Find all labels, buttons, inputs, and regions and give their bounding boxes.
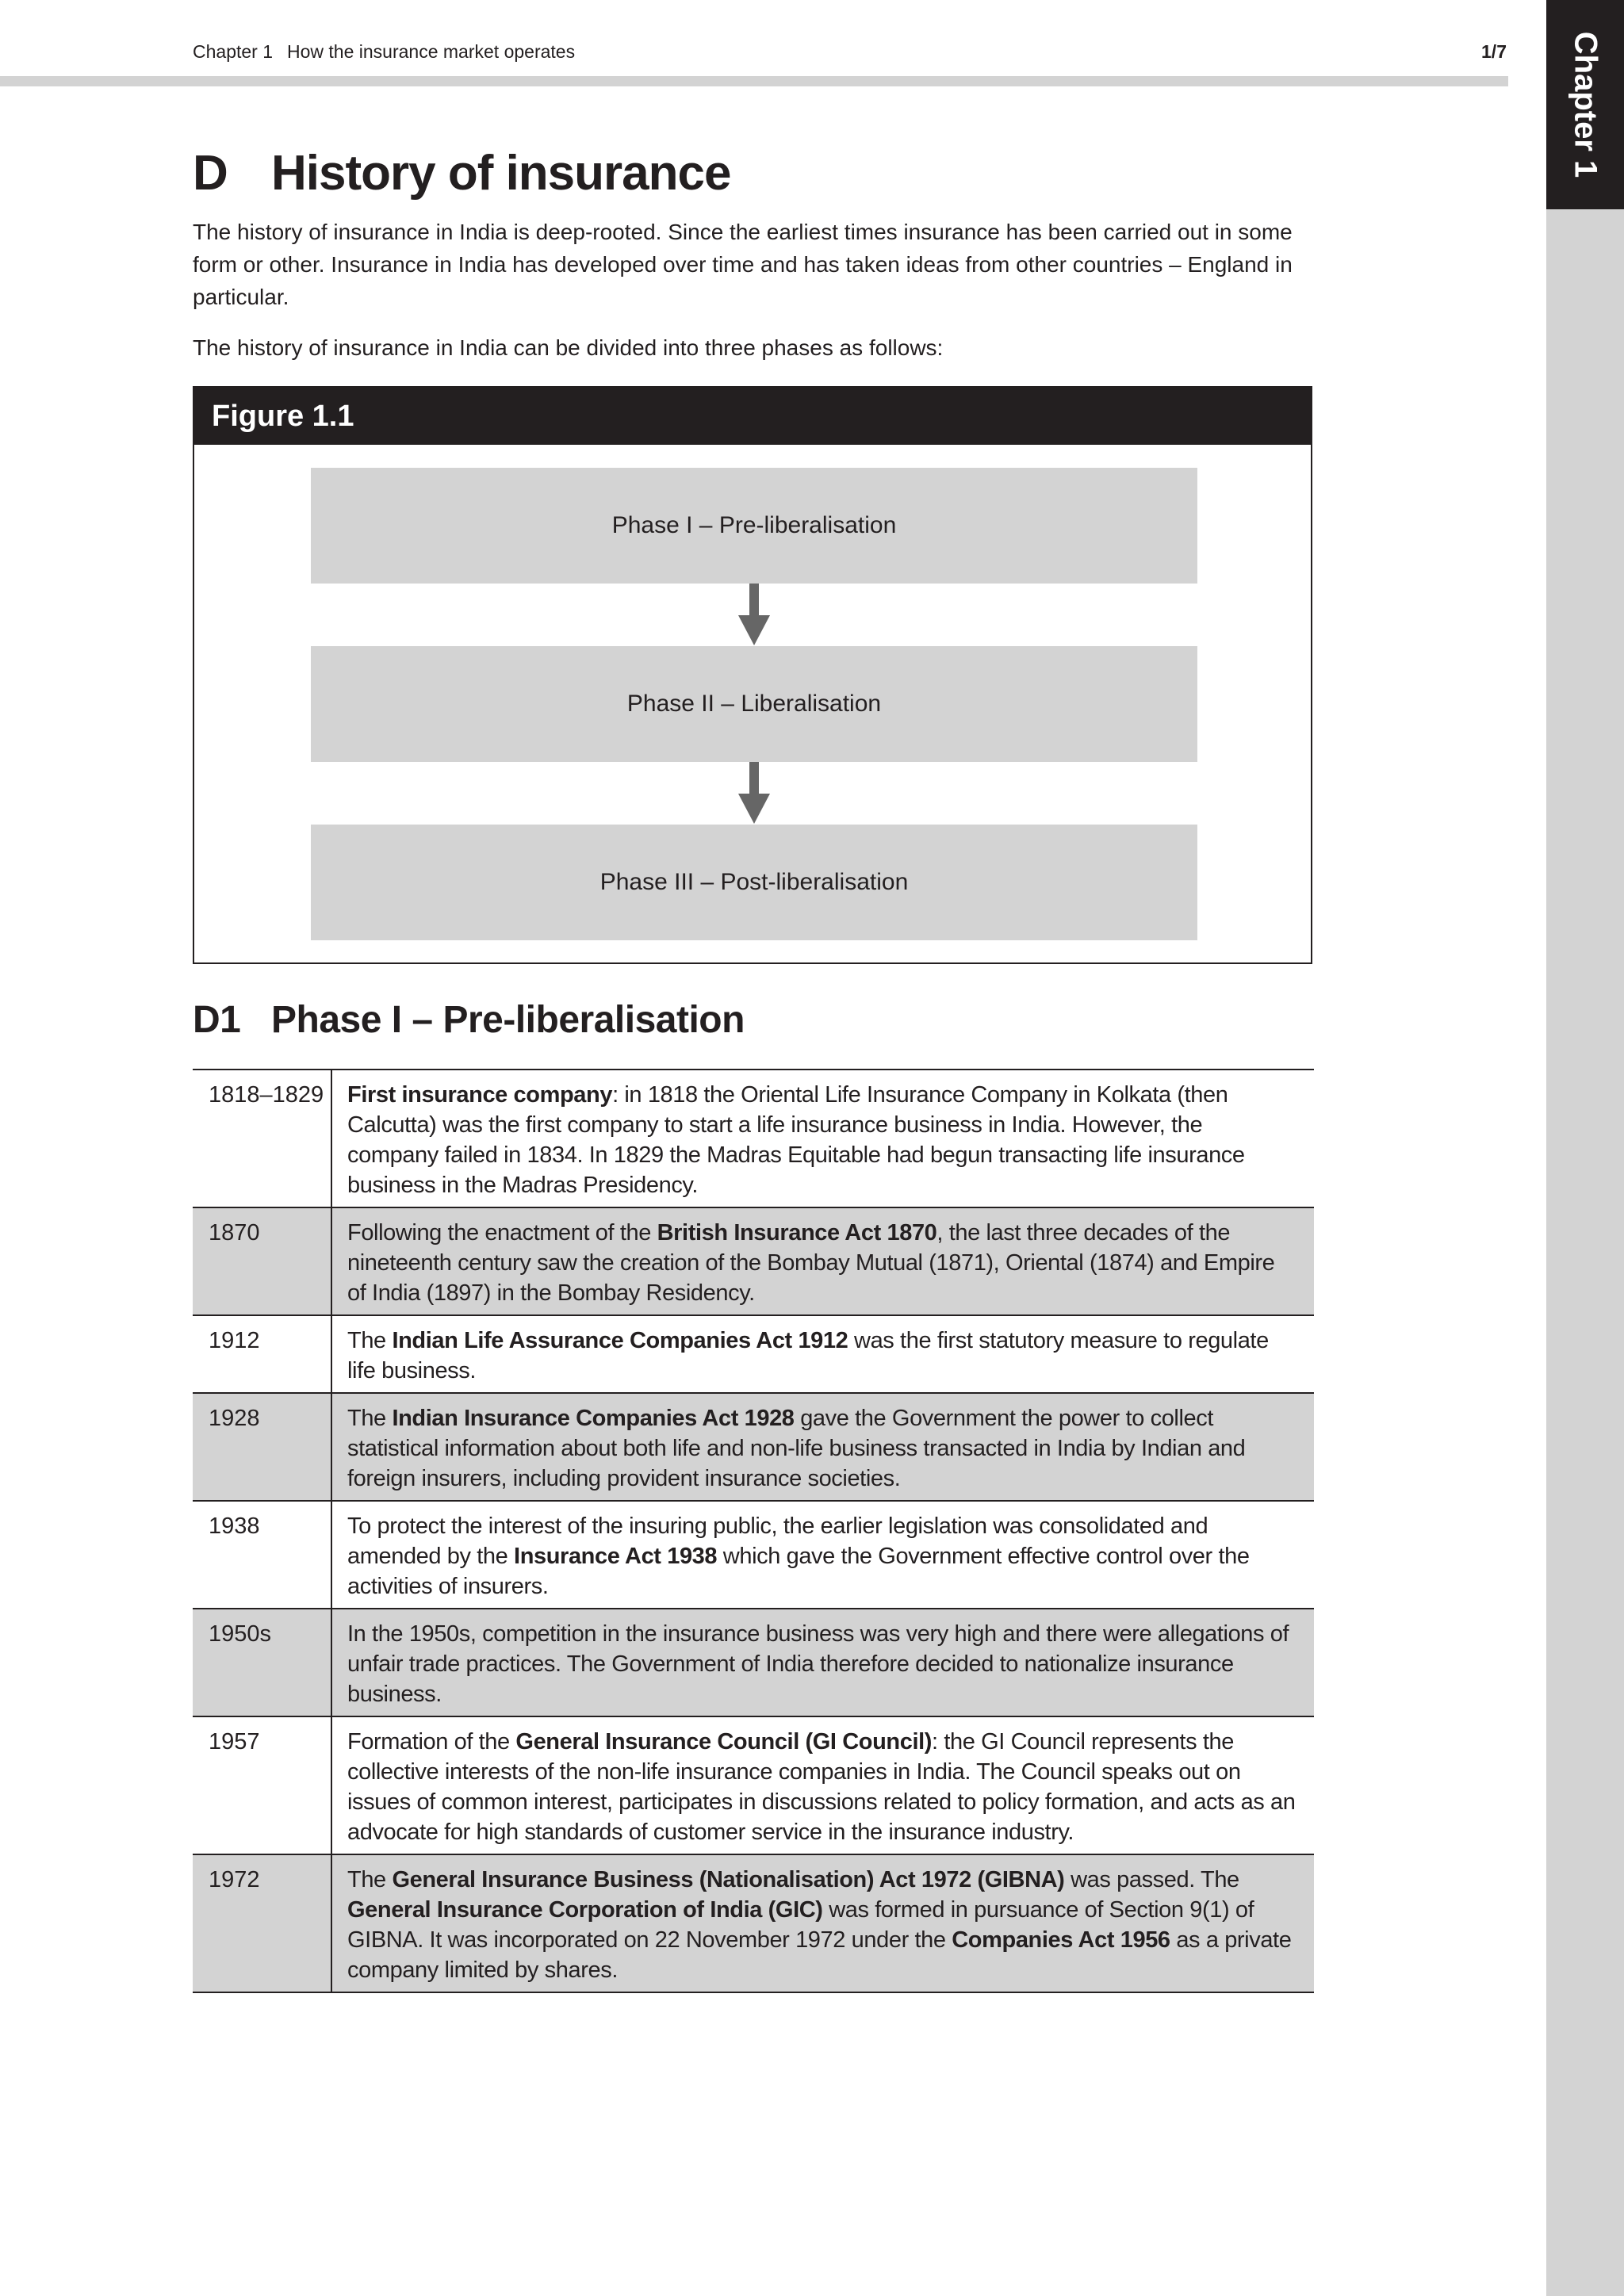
timeline-emphasis: Indian Life Assurance Companies Act 1912 bbox=[392, 1328, 848, 1353]
timeline-year: 1957 bbox=[193, 1717, 332, 1854]
timeline-year: 1928 bbox=[193, 1394, 332, 1500]
timeline-year: 1818–1829 bbox=[193, 1070, 332, 1207]
timeline-row bbox=[193, 1855, 1314, 1993]
chapter-tab-label: Chapter 1 bbox=[1568, 31, 1603, 178]
timeline-text: was passed. The bbox=[1064, 1867, 1239, 1892]
figure-title: Figure 1.1 bbox=[212, 400, 354, 433]
phase-box-1 bbox=[311, 468, 1197, 584]
timeline-year: 1950s bbox=[193, 1609, 332, 1716]
subsection-title: Phase I – Pre-liberalisation bbox=[271, 999, 745, 1041]
timeline-row bbox=[193, 1717, 1314, 1855]
timeline-row bbox=[193, 1208, 1314, 1316]
timeline-text: The bbox=[347, 1867, 393, 1892]
timeline-year: 1938 bbox=[193, 1502, 332, 1608]
phase-label-2: Phase II – Liberalisation bbox=[626, 691, 882, 717]
section-heading bbox=[193, 145, 730, 201]
side-strip bbox=[1546, 0, 1624, 2296]
figure-phases bbox=[193, 386, 1312, 964]
phase-box-2 bbox=[311, 646, 1197, 762]
timeline-row bbox=[193, 1609, 1314, 1717]
timeline-description bbox=[332, 1609, 1314, 1716]
timeline-table bbox=[193, 1069, 1314, 1993]
timeline-text: : the GI Council represents the collective interests of the non-life insurance companies in India. The Council speaks out on issues of common interest, participates in discussions related to policy formation, and acts as an advocate for high standards of customer service in the insurance industry. bbox=[347, 1729, 1296, 1845]
timeline-description bbox=[332, 1717, 1314, 1854]
timeline-row bbox=[193, 1316, 1314, 1394]
subsection-heading bbox=[193, 998, 745, 1042]
timeline-emphasis: General Insurance Council (GI Council) bbox=[515, 1729, 933, 1755]
timeline-text: , the last three decades of the nineteenth century saw the creation of the Bombay Mutual (1871), Oriental (1874) and Empire of India (1897) in the Bombay Residency. bbox=[347, 1220, 1275, 1306]
timeline-row bbox=[193, 1394, 1314, 1502]
figure-titlebar bbox=[194, 388, 1311, 445]
timeline-year: 1912 bbox=[193, 1316, 332, 1392]
running-header-title: How the insurance market operates bbox=[287, 41, 576, 62]
subsection-number: D1 bbox=[193, 999, 241, 1041]
timeline-text: Formation of the bbox=[347, 1729, 516, 1755]
down-arrow-icon bbox=[735, 584, 773, 645]
timeline-year: 1870 bbox=[193, 1208, 332, 1314]
timeline-text: as a private company limited by shares. bbox=[347, 1927, 1292, 1983]
timeline-emphasis: British Insurance Act 1870 bbox=[657, 1220, 937, 1246]
timeline-emphasis: Indian Insurance Companies Act 1928 bbox=[392, 1406, 795, 1431]
phase-box-3 bbox=[311, 825, 1197, 940]
running-header-chapter: Chapter 1 bbox=[193, 41, 274, 62]
timeline-row bbox=[193, 1502, 1314, 1609]
timeline-description bbox=[332, 1070, 1314, 1207]
timeline-text: The bbox=[347, 1328, 393, 1353]
timeline-description bbox=[332, 1316, 1314, 1392]
intro-paragraph: The history of insurance in India is deep-rooted. Since the earliest times insurance has been carried out in some form or other. Insurance in India has developed over time and has taken ideas from other countries – England in particular. bbox=[193, 220, 1293, 309]
timeline-text: To protect the interest of the insuring public, the earlier legislation was consolidated and amended by the bbox=[347, 1513, 1208, 1569]
section-title: History of insurance bbox=[271, 146, 731, 201]
phase-label-3: Phase III – Post-liberalisation bbox=[599, 869, 909, 895]
down-arrow-icon bbox=[735, 762, 773, 824]
timeline-text: : in 1818 the Oriental Life Insurance Company in Kolkata (then Calcutta) was the first company to start a life insurance business in India. However, the company failed in 1834. In 1829 the Madras Equitable had begun transacting life insurance business in the Madras Presidency. bbox=[347, 1082, 1245, 1198]
timeline-description bbox=[332, 1394, 1314, 1500]
phase-label-1: Phase I – Pre-liberalisation bbox=[611, 512, 897, 538]
timeline-description bbox=[332, 1208, 1314, 1314]
timeline-emphasis: Insurance Act 1938 bbox=[514, 1544, 718, 1569]
timeline-text: gave the Government the power to collect statistical information about both life and non-life business transacted in India by Indian and foreign insurers, including provident insurance societies. bbox=[347, 1406, 1246, 1491]
section-letter: D bbox=[193, 146, 228, 201]
timeline-text: Following the enactment of the bbox=[347, 1220, 657, 1246]
timeline-text: was formed in pursuance of Section 9(1) of GIBNA. It was incorporated on 22 November 1972 under the bbox=[347, 1897, 1254, 1953]
timeline-emphasis: General Insurance Business (Nationalisation) Act 1972 (GIBNA) bbox=[392, 1867, 1065, 1892]
page-number: 1/7 bbox=[1481, 41, 1507, 62]
timeline-text: In the 1950s, competition in the insurance business was very high and there were allegations of unfair trade practices. The Government of India therefore decided to nationalize insurance business. bbox=[347, 1621, 1289, 1707]
timeline-description bbox=[332, 1855, 1314, 1992]
timeline-description bbox=[332, 1502, 1314, 1608]
timeline-year: 1972 bbox=[193, 1855, 332, 1992]
timeline-text: which gave the Government effective control over the activities of insurers. bbox=[347, 1544, 1250, 1599]
timeline-emphasis: General Insurance Corporation of India (GIC) bbox=[347, 1897, 823, 1923]
phases-intro-paragraph: The history of insurance in India can be divided into three phases as follows: bbox=[193, 335, 944, 360]
timeline-text: The bbox=[347, 1406, 393, 1431]
timeline-text: was the first statutory measure to regulate life business. bbox=[347, 1328, 1269, 1383]
running-header bbox=[193, 41, 575, 63]
timeline-emphasis: Companies Act 1956 bbox=[952, 1927, 1170, 1953]
timeline-row bbox=[193, 1070, 1314, 1208]
timeline-emphasis: First insurance company bbox=[347, 1082, 613, 1108]
header-rule bbox=[0, 76, 1508, 86]
